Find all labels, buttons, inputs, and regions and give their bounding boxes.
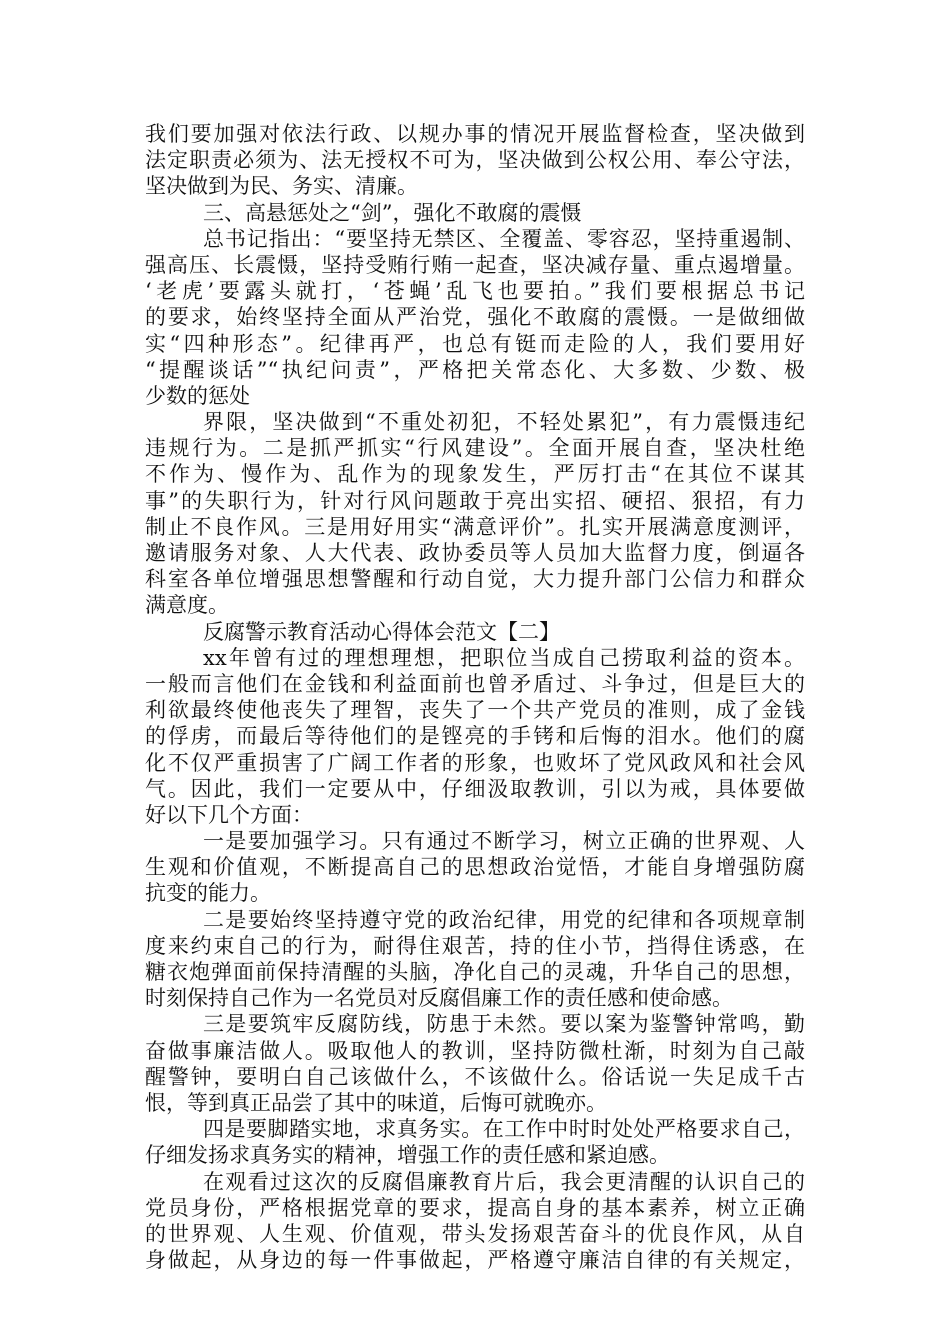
- text-line: 科室各单位增强思想警醒和行动自觉，大力提升部门公信力和群众: [145, 567, 805, 592]
- text-line: 违规行为。二是抓严抓实“行风建设”。全面开展自查，坚决杜绝: [145, 436, 805, 461]
- text-line: 少数的惩处: [145, 383, 250, 408]
- text-line: 不作为、慢作为、乱作为的现象发生，严厉打击“在其位不谋其: [145, 462, 805, 487]
- text-line: 法定职责必须为、法无授权不可为，坚决做到公权公用、奉公守法，: [145, 148, 805, 173]
- text-line: 一般而言他们在金钱和利益面前也曾矛盾过、斗争过，但是巨大的: [145, 671, 805, 696]
- text-line: 总书记指出：“要坚持无禁区、全覆盖、零容忍，坚持重遏制、: [203, 226, 805, 251]
- text-line: 好以下几个方面：: [145, 802, 313, 827]
- text-line: 界限，坚决做到“不重处初犯，不轻处累犯”，有力震慑违纪: [203, 410, 805, 435]
- text-line: 二是要始终坚持遵守党的政治纪律，用党的纪律和各项规章制: [203, 907, 805, 932]
- text-line: 四是要脚踏实地，求真务实。在工作中时时处处严格要求自己，: [203, 1117, 805, 1142]
- text-line: xx年曾有过的理想理想，把职位当成自己捞取利益的资本。: [203, 645, 805, 670]
- text-line: 事”的失职行为，针对行风问题敢于亮出实招、硬招、狠招，有力: [145, 488, 805, 513]
- text-line: 的世界观、人生观、价值观，带头发扬艰苦奋斗的优良作风，从自: [145, 1221, 805, 1246]
- text-line: 制止不良作风。三是用好用实“满意评价”。扎实开展满意度测评，: [145, 514, 805, 539]
- text-line: 身做起，从身边的每一件事做起，严格遵守廉洁自律的有关规定，: [145, 1248, 805, 1273]
- text-line: 仔细发扬求真务实的精神，增强工作的责任感和紧迫感。: [145, 1143, 670, 1168]
- text-line: 抗变的能力。: [145, 881, 271, 906]
- text-line: 强高压、长震慑，坚持受贿行贿一起查，坚决减存量、重点遏增量。: [145, 252, 805, 277]
- text-line: 奋做事廉洁做人。吸取他人的教训，坚持防微杜渐，时刻为自己敲: [145, 1038, 805, 1063]
- text-line: 我们要加强对依法行政、以规办事的情况开展监督检查，坚决做到: [145, 122, 805, 146]
- text-line: 反腐警示教育活动心得体会范文【二】: [203, 619, 560, 644]
- text-line: 化不仅严重损害了广阔工作者的形象，也败坏了党风政风和社会风: [145, 750, 805, 775]
- text-line: 糖衣炮弹面前保持清醒的头脑，净化自己的灵魂，升华自己的思想，: [145, 960, 805, 984]
- text-line: 坚决做到为民、务实、清廉。: [145, 174, 418, 199]
- text-line: 度来约束自己的行为，耐得住艰苦，持的住小节，挡得住诱惑，在: [145, 933, 805, 958]
- text-line: 满意度。: [145, 593, 229, 618]
- text-line: 气。因此，我们一定要从中，仔细汲取教训，引以为戒，具体要做: [145, 776, 805, 801]
- text-line: 恨，等到真正品尝了其中的味道，后悔可就晚亦。: [145, 1090, 607, 1115]
- text-line: 三、高悬惩处之“剑”，强化不敢腐的震慑: [203, 200, 582, 225]
- text-line: 时刻保持自己作为一名党员对反腐倡廉工作的责任感和使命感。: [145, 986, 733, 1011]
- text-line: 醒警钟，要明白自己该做什么，不该做什么。俗话说一失足成千古: [145, 1064, 805, 1089]
- text-line: “提醒谈话”“执纪问责”，严格把关常态化、大多数、少数、极: [145, 357, 805, 382]
- text-line: 在观看过这次的反腐倡廉教育片后，我会更清醒的认识自己的: [203, 1169, 805, 1194]
- text-line: 三是要筑牢反腐防线，防患于未然。要以案为鉴警钟常鸣，勤: [203, 1012, 805, 1037]
- text-line: 利欲最终使他丧失了理智，丧失了一个共产党员的准则，成了金钱: [145, 698, 805, 723]
- text-line: 一是要加强学习。只有通过不断学习，树立正确的世界观、人: [203, 829, 805, 854]
- text-line: 的要求，始终坚持全面从严治党，强化不敢腐的震慑。一是做细做: [145, 305, 805, 330]
- text-line: 邀请服务对象、人大代表、政协委员等人员加大监督力度，倒逼各: [145, 541, 805, 565]
- text-line: 党员身份，严格根据党章的要求，提高自身的基本素养，树立正确: [145, 1195, 805, 1220]
- document-body: [145, 121, 805, 1273]
- text-line: 生观和价值观，不断提高自己的思想政治觉悟，才能自身增强防腐: [145, 855, 805, 880]
- text-line: 实“四种形态”。纪律再严，也总有铤而走险的人，我们要用好: [145, 331, 805, 356]
- text-line: ‘老虎’要露头就打，‘苍蝇’乱飞也要拍。”我们要根据总书记: [145, 279, 805, 304]
- text-line: 的俘虏，而最后等待他们的是铿亮的手铐和后悔的泪水。他们的腐: [145, 724, 805, 749]
